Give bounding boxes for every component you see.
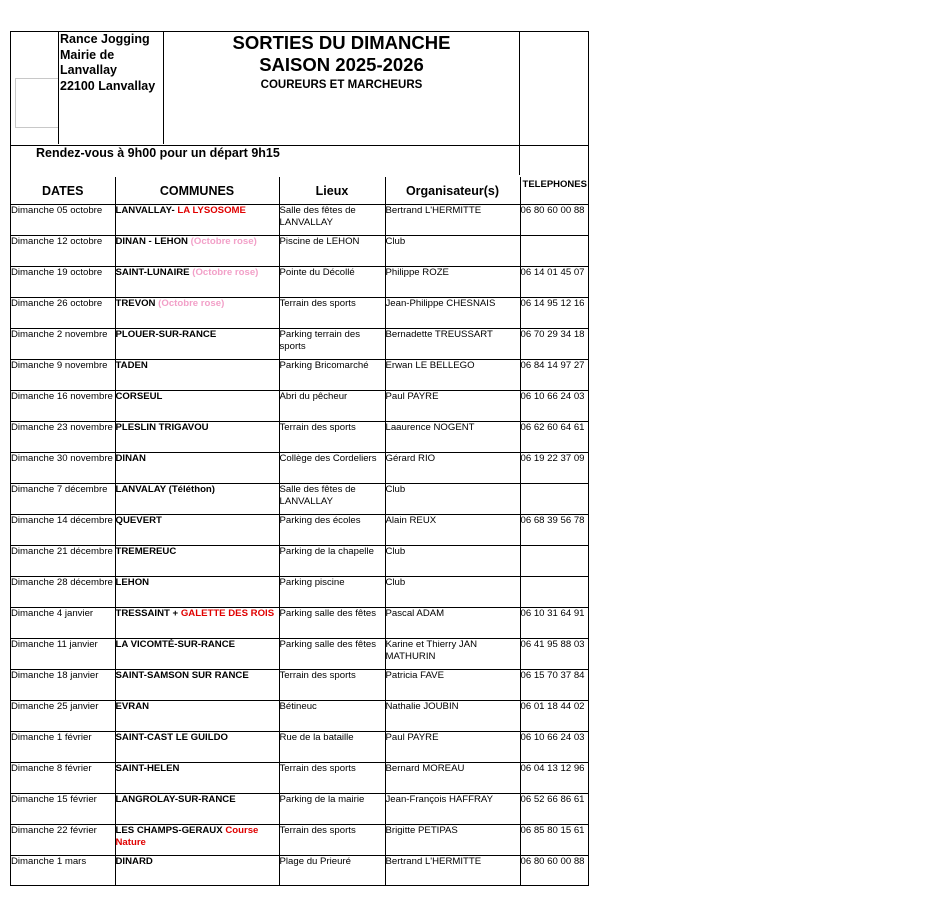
date-cell: Dimanche 8 février [11, 763, 115, 794]
table-row [11, 205, 589, 236]
club-address-line: Mairie de [60, 47, 115, 62]
table-row [11, 391, 589, 422]
organisateur-cell: Philippe ROZE [385, 267, 520, 298]
commune-event-note: LA LYSOSOME [177, 205, 246, 216]
lieu-cell: Parking de la chapelle [279, 546, 385, 577]
organisateur-cell: Laaurence NOGENT [385, 422, 520, 453]
telephone-cell: 06 70 29 34 18 [520, 329, 589, 360]
date-cell: Dimanche 7 décembre [11, 484, 115, 515]
lieu-cell: Salle des fêtes de LANVALLAY [279, 484, 385, 515]
organisateur-cell: Club [385, 236, 520, 267]
schedule-document [10, 31, 589, 886]
date-cell: Dimanche 19 octobre [11, 267, 115, 298]
lieu-cell: Terrain des sports [279, 670, 385, 701]
commune-name: LEHON [115, 577, 150, 588]
commune-name: EVRAN [115, 701, 150, 712]
organisateur-cell: Paul PAYRE [385, 391, 520, 422]
commune-name: SAINT-HELEN [115, 763, 180, 774]
commune-name: TRESSAINT + [115, 608, 181, 619]
date-cell: Dimanche 4 janvier [11, 608, 115, 639]
telephone-cell: 06 52 66 86 61 [520, 794, 589, 825]
lieu-cell: Rue de la bataille [279, 732, 385, 763]
lieu-cell: Salle des fêtes de LANVALLAY [279, 205, 385, 236]
lieu-cell: Pointe du Décollé [279, 267, 385, 298]
commune-name: TREVON [115, 298, 159, 309]
commune-cell [115, 546, 279, 577]
telephone-cell: 06 15 70 37 84 [520, 670, 589, 701]
date-cell: Dimanche 25 janvier [11, 701, 115, 732]
column-header-telephones: TELEPHONES [520, 177, 589, 205]
organisateur-cell: Club [385, 546, 520, 577]
telephone-cell: 06 62 60 64 61 [520, 422, 589, 453]
lieu-cell: Parking salle des fêtes [279, 608, 385, 639]
commune-cell [115, 515, 279, 546]
lieu-cell: Plage du Prieuré [279, 856, 385, 887]
organisateur-cell: Alain REUX [385, 515, 520, 546]
commune-cell [115, 236, 279, 267]
commune-cell [115, 391, 279, 422]
commune-name: LANVALAY (Téléthon) [115, 484, 215, 495]
organisateur-cell: Club [385, 577, 520, 608]
table-row [11, 329, 589, 360]
lieu-cell: Parking des écoles [279, 515, 385, 546]
telephone-cell: 06 10 66 24 03 [520, 391, 589, 422]
commune-name: DINARD [115, 856, 153, 867]
club-postcode: 22100 Lanvallay [60, 78, 156, 93]
club-address-line: Lanvallay [60, 63, 117, 77]
date-cell: Dimanche 22 février [11, 825, 115, 856]
organisateur-cell: Club [385, 484, 520, 515]
date-cell: Dimanche 18 janvier [11, 670, 115, 701]
organisateur-cell: Brigitte PETIPAS [385, 825, 520, 856]
commune-cell [115, 329, 279, 360]
telephone-cell: 06 80 60 00 88 [520, 856, 589, 887]
commune-cell [115, 639, 279, 670]
table-row [11, 856, 589, 887]
schedule-table [11, 177, 589, 886]
table-row [11, 763, 589, 794]
telephone-cell [520, 484, 589, 515]
club-name: Rance Jogging [60, 32, 150, 46]
date-cell: Dimanche 12 octobre [11, 236, 115, 267]
telephone-cell: 06 10 66 24 03 [520, 732, 589, 763]
table-row [11, 484, 589, 515]
table-row [11, 794, 589, 825]
telephone-cell: 06 14 01 45 07 [520, 267, 589, 298]
table-row [11, 608, 589, 639]
commune-event-note: (Octobre rose) [158, 298, 225, 309]
commune-cell [115, 360, 279, 391]
telephone-cell: 06 41 95 88 03 [520, 639, 589, 670]
telephone-cell: 06 14 95 12 16 [520, 298, 589, 329]
telephone-cell [520, 577, 589, 608]
commune-name: QUEVERT [115, 515, 162, 526]
column-header-organisateurs: Organisateur(s) [385, 177, 520, 205]
header-divider-left [58, 32, 59, 144]
table-row [11, 360, 589, 391]
date-cell: Dimanche 2 novembre [11, 329, 115, 360]
organisateur-cell: Bertrand L'HERMITTE [385, 205, 520, 236]
commune-cell [115, 577, 279, 608]
organisateur-cell: Paul PAYRE [385, 732, 520, 763]
lieu-cell: Parking terrain des sports [279, 329, 385, 360]
commune-cell [115, 422, 279, 453]
date-cell: Dimanche 30 novembre [11, 453, 115, 484]
commune-name: SAINT-SAMSON SUR RANCE [115, 670, 249, 681]
commune-name: LANGROLAY-SUR-RANCE [115, 794, 236, 805]
header-divider-right [519, 32, 520, 175]
rendezvous-note: Rendez-vous à 9h00 pour un départ 9h15 [36, 146, 280, 160]
table-row [11, 670, 589, 701]
table-row [11, 825, 589, 856]
organisateur-cell: Jean-Philippe CHESNAIS [385, 298, 520, 329]
commune-cell [115, 732, 279, 763]
club-logo [15, 78, 59, 128]
date-cell: Dimanche 26 octobre [11, 298, 115, 329]
title-subtitle: COUREURS ET MARCHEURS [260, 79, 423, 91]
column-header-lieux: Lieux [279, 177, 385, 205]
date-cell: Dimanche 28 décembre [11, 577, 115, 608]
title-season: SAISON 2025-2026 [259, 54, 424, 75]
telephone-cell: 06 84 14 97 27 [520, 360, 589, 391]
organisateur-cell: Pascal ADAM [385, 608, 520, 639]
table-row [11, 236, 589, 267]
telephone-cell: 06 80 60 00 88 [520, 205, 589, 236]
date-cell: Dimanche 16 novembre [11, 391, 115, 422]
date-cell: Dimanche 9 novembre [11, 360, 115, 391]
table-row [11, 515, 589, 546]
table-row [11, 546, 589, 577]
organisateur-cell: Patricia FAVE [385, 670, 520, 701]
commune-event-note: (Octobre rose) [190, 236, 257, 247]
date-cell: Dimanche 1 mars [11, 856, 115, 887]
lieu-cell: Parking de la mairie [279, 794, 385, 825]
lieu-cell: Parking Bricomarché [279, 360, 385, 391]
lieu-cell: Terrain des sports [279, 298, 385, 329]
date-cell: Dimanche 05 octobre [11, 205, 115, 236]
date-cell: Dimanche 23 novembre [11, 422, 115, 453]
table-row [11, 453, 589, 484]
commune-name: PLESLIN TRIGAVOU [115, 422, 209, 433]
commune-name: SAINT-LUNAIRE [115, 267, 193, 278]
table-row [11, 267, 589, 298]
telephone-cell: 06 85 80 15 61 [520, 825, 589, 856]
date-cell: Dimanche 15 février [11, 794, 115, 825]
table-row [11, 577, 589, 608]
commune-name: SAINT-CAST LE GUILDO [115, 732, 228, 743]
commune-cell [115, 205, 279, 236]
lieu-cell: Abri du pêcheur [279, 391, 385, 422]
organisateur-cell: Bertrand L'HERMITTE [385, 856, 520, 887]
telephone-cell: 06 10 31 64 91 [520, 608, 589, 639]
commune-cell [115, 453, 279, 484]
organisateur-cell: Bernadette TREUSSART [385, 329, 520, 360]
organisateur-cell: Bernard MOREAU [385, 763, 520, 794]
commune-name: LANVALLAY- [115, 205, 178, 216]
lieu-cell: Parking salle des fêtes [279, 639, 385, 670]
commune-cell [115, 763, 279, 794]
lieu-cell: Collège des Cordeliers [279, 453, 385, 484]
table-row [11, 639, 589, 670]
lieu-cell: Bétineuc [279, 701, 385, 732]
organisateur-cell: Erwan LE BELLEGO [385, 360, 520, 391]
date-cell: Dimanche 11 janvier [11, 639, 115, 670]
commune-cell [115, 267, 279, 298]
telephone-cell: 06 01 18 44 02 [520, 701, 589, 732]
column-header-communes: COMMUNES [115, 177, 279, 205]
document-header [11, 32, 588, 146]
telephone-cell: 06 04 13 12 96 [520, 763, 589, 794]
organisateur-cell: Gérard RIO [385, 453, 520, 484]
lieu-cell: Parking piscine [279, 577, 385, 608]
organisateur-cell: Jean-François HAFFRAY [385, 794, 520, 825]
commune-name: DINAN - LEHON [115, 236, 191, 247]
commune-cell [115, 701, 279, 732]
commune-event-note: GALETTE DES ROIS [180, 608, 275, 619]
title-main: SORTIES DU DIMANCHE [232, 32, 451, 53]
date-cell: Dimanche 21 décembre [11, 546, 115, 577]
column-header-dates: DATES [11, 177, 115, 205]
lieu-cell: Terrain des sports [279, 763, 385, 794]
telephone-cell: 06 68 39 56 78 [520, 515, 589, 546]
date-cell: Dimanche 14 décembre [11, 515, 115, 546]
table-header-row [11, 177, 589, 205]
commune-name: TREMEREUC [115, 546, 177, 557]
date-cell: Dimanche 1 février [11, 732, 115, 763]
table-row [11, 422, 589, 453]
commune-cell [115, 484, 279, 515]
telephone-cell [520, 546, 589, 577]
commune-name: DINAN [115, 453, 146, 464]
commune-name: CORSEUL [115, 391, 163, 402]
table-row [11, 732, 589, 763]
commune-cell [115, 856, 279, 887]
commune-name: TADEN [115, 360, 148, 371]
commune-cell [115, 298, 279, 329]
lieu-cell: Terrain des sports [279, 825, 385, 856]
commune-event-note: Course Nature [115, 825, 259, 848]
commune-name: LES CHAMPS-GERAUX [115, 825, 226, 836]
commune-event-note: (Octobre rose) [192, 267, 259, 278]
club-address [60, 32, 155, 94]
table-row [11, 701, 589, 732]
document-title [164, 32, 519, 92]
commune-cell [115, 608, 279, 639]
commune-cell [115, 670, 279, 701]
telephone-cell [520, 236, 589, 267]
commune-cell [115, 794, 279, 825]
table-row [11, 298, 589, 329]
lieu-cell: Piscine de LEHON [279, 236, 385, 267]
organisateur-cell: Nathalie JOUBIN [385, 701, 520, 732]
commune-name: LA VICOMTÉ-SUR-RANCE [115, 639, 236, 650]
lieu-cell: Terrain des sports [279, 422, 385, 453]
organisateur-cell: Karine et Thierry JAN MATHURIN [385, 639, 520, 670]
commune-name: PLOUER-SUR-RANCE [115, 329, 217, 340]
telephone-cell: 06 19 22 37 09 [520, 453, 589, 484]
commune-cell [115, 825, 279, 856]
